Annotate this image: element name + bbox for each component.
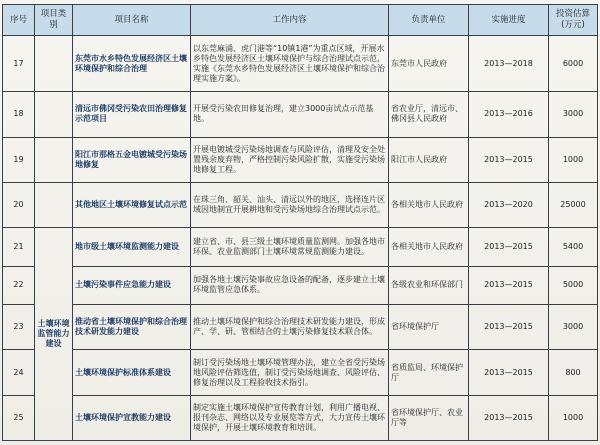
row-schedule: 2013—2015 bbox=[469, 137, 549, 182]
row-content: 推动土壤环境保护和综合治理技术研发能力建设，形成产、学、研、管相结合的土壤污染修复技术联合体。 bbox=[191, 305, 389, 350]
row-unit: 省质监局、环境保护厅 bbox=[389, 350, 469, 395]
row-content: 以东莞麻涌、虎门港等“10镇1港”为重点区域，开展水乡特色发展经济区土壤环境保护与综合治理试点示范，实施《东莞水乡特色发展经济区土壤环境保护和综合治理实施方案》。 bbox=[191, 36, 389, 92]
row-budget: 800 bbox=[549, 350, 598, 395]
row-category bbox=[35, 92, 73, 137]
row-unit: 各相关地市人民政府 bbox=[389, 182, 469, 227]
header-category: 项目类别 bbox=[35, 5, 73, 36]
table-row bbox=[3, 305, 598, 350]
row-unit: 东莞市人民政府 bbox=[389, 36, 469, 92]
row-unit: 省环境保护厅、农业厅等 bbox=[389, 395, 469, 440]
row-unit: 省农业厅，清远市、佛冈县人民政府 bbox=[389, 92, 469, 137]
table-row bbox=[3, 266, 598, 305]
row-category-merged: 土壤环境监管能力建设 bbox=[35, 227, 73, 440]
row-budget: 1000 bbox=[549, 137, 598, 182]
row-budget: 25000 bbox=[549, 182, 598, 227]
row-schedule: 2013—2016 bbox=[469, 92, 549, 137]
row-schedule: 2013—2020 bbox=[469, 182, 549, 227]
row-seq: 18 bbox=[3, 92, 35, 137]
row-name: 其他地区土壤环境修复试点示范 bbox=[73, 182, 191, 227]
header-unit: 负责单位 bbox=[389, 5, 469, 36]
table-row bbox=[3, 227, 598, 266]
row-seq: 19 bbox=[3, 137, 35, 182]
row-schedule: 2013—2015 bbox=[469, 395, 549, 440]
row-name: 地市级土壤环境监测能力建设 bbox=[73, 227, 191, 266]
row-schedule: 2013—2015 bbox=[469, 305, 549, 350]
row-seq: 24 bbox=[3, 350, 35, 395]
header-budget: 投资估算(万元) bbox=[549, 5, 598, 36]
row-name: 阳江市那格五金电镀城受污染场地修复 bbox=[73, 137, 191, 182]
row-unit: 省环境保护厅 bbox=[389, 305, 469, 350]
row-category bbox=[35, 137, 73, 182]
row-budget: 6000 bbox=[549, 36, 598, 92]
table-row bbox=[3, 350, 598, 395]
row-seq: 20 bbox=[3, 182, 35, 227]
row-budget: 3000 bbox=[549, 305, 598, 350]
row-content: 制定实施土壤环境保护宣传教育计划，利用广播电视、报刊杂志、网络以及专业展览等方式，大力宣传土壤环境保护，开展土壤环境教育和培训。 bbox=[191, 395, 389, 440]
row-budget: 5000 bbox=[549, 266, 598, 305]
table-row bbox=[3, 182, 598, 227]
row-content: 在珠三角、韶关、汕头、清远以外的地区，选择连片区域因地制宜开展耕地和受污染场地综合治理试点示范。 bbox=[191, 182, 389, 227]
header-name: 项目名称 bbox=[73, 5, 191, 36]
row-name: 清远市佛冈受污染农田治理修复示范项目 bbox=[73, 92, 191, 137]
row-name: 土壤环境保护宣教能力建设 bbox=[73, 395, 191, 440]
row-seq: 25 bbox=[3, 395, 35, 440]
row-category bbox=[35, 36, 73, 92]
row-seq: 23 bbox=[3, 305, 35, 350]
table-row bbox=[3, 395, 598, 440]
header-schedule: 实施进度 bbox=[469, 5, 549, 36]
row-content: 制订受污染场地土壤环境管理办法，建立全省受污染场地风险评估筛选值，制订受污染场地调查、风险评估、修复治理以及工程验收技术指引。 bbox=[191, 350, 389, 395]
row-unit: 阳江市人民政府 bbox=[389, 137, 469, 182]
table-row bbox=[3, 36, 598, 92]
row-name: 推动省土壤环境保护和综合治理技术研发能力建设 bbox=[73, 305, 191, 350]
row-category bbox=[35, 182, 73, 227]
table-row bbox=[3, 137, 598, 182]
row-seq: 21 bbox=[3, 227, 35, 266]
header-seq: 序号 bbox=[3, 5, 35, 36]
row-content: 开展电镀城受污染场地调查与风险评估，清理及安全处置残余废弃物，严格控制污染风险扩散，实施受污染场地修复工程。 bbox=[191, 137, 389, 182]
table-row bbox=[3, 92, 598, 137]
row-schedule: 2013—2015 bbox=[469, 350, 549, 395]
row-content: 开展受污染农田修复治理，建立3000亩试点示范基地。 bbox=[191, 92, 389, 137]
row-budget: 3000 bbox=[549, 92, 598, 137]
row-name: 东莞市水乡特色发展经济区土壤环境保护和综合治理 bbox=[73, 36, 191, 92]
row-content: 建立省、市、县三级土壤环境质量监测网。加强各地市环保、农业监测部门土壤环境常规监测能力建设。 bbox=[191, 227, 389, 266]
row-content: 加强各地土壤污染事故应急设备的配备，逐步建立土壤环境监管应急体系。 bbox=[191, 266, 389, 305]
row-name: 土壤环境保护标准体系建设 bbox=[73, 350, 191, 395]
row-schedule: 2013—2015 bbox=[469, 266, 549, 305]
row-seq: 17 bbox=[3, 36, 35, 92]
row-unit: 各级农业和环保部门 bbox=[389, 266, 469, 305]
row-seq: 22 bbox=[3, 266, 35, 305]
row-budget: 5400 bbox=[549, 227, 598, 266]
row-unit: 各相关地市人民政府 bbox=[389, 227, 469, 266]
header-content: 工作内容 bbox=[191, 5, 389, 36]
row-budget: 1000 bbox=[549, 395, 598, 440]
project-table bbox=[2, 4, 598, 441]
row-schedule: 2013—2015 bbox=[469, 227, 549, 266]
row-schedule: 2013—2018 bbox=[469, 36, 549, 92]
table-header-row bbox=[3, 5, 598, 36]
row-name: 土壤污染事件应急能力建设 bbox=[73, 266, 191, 305]
